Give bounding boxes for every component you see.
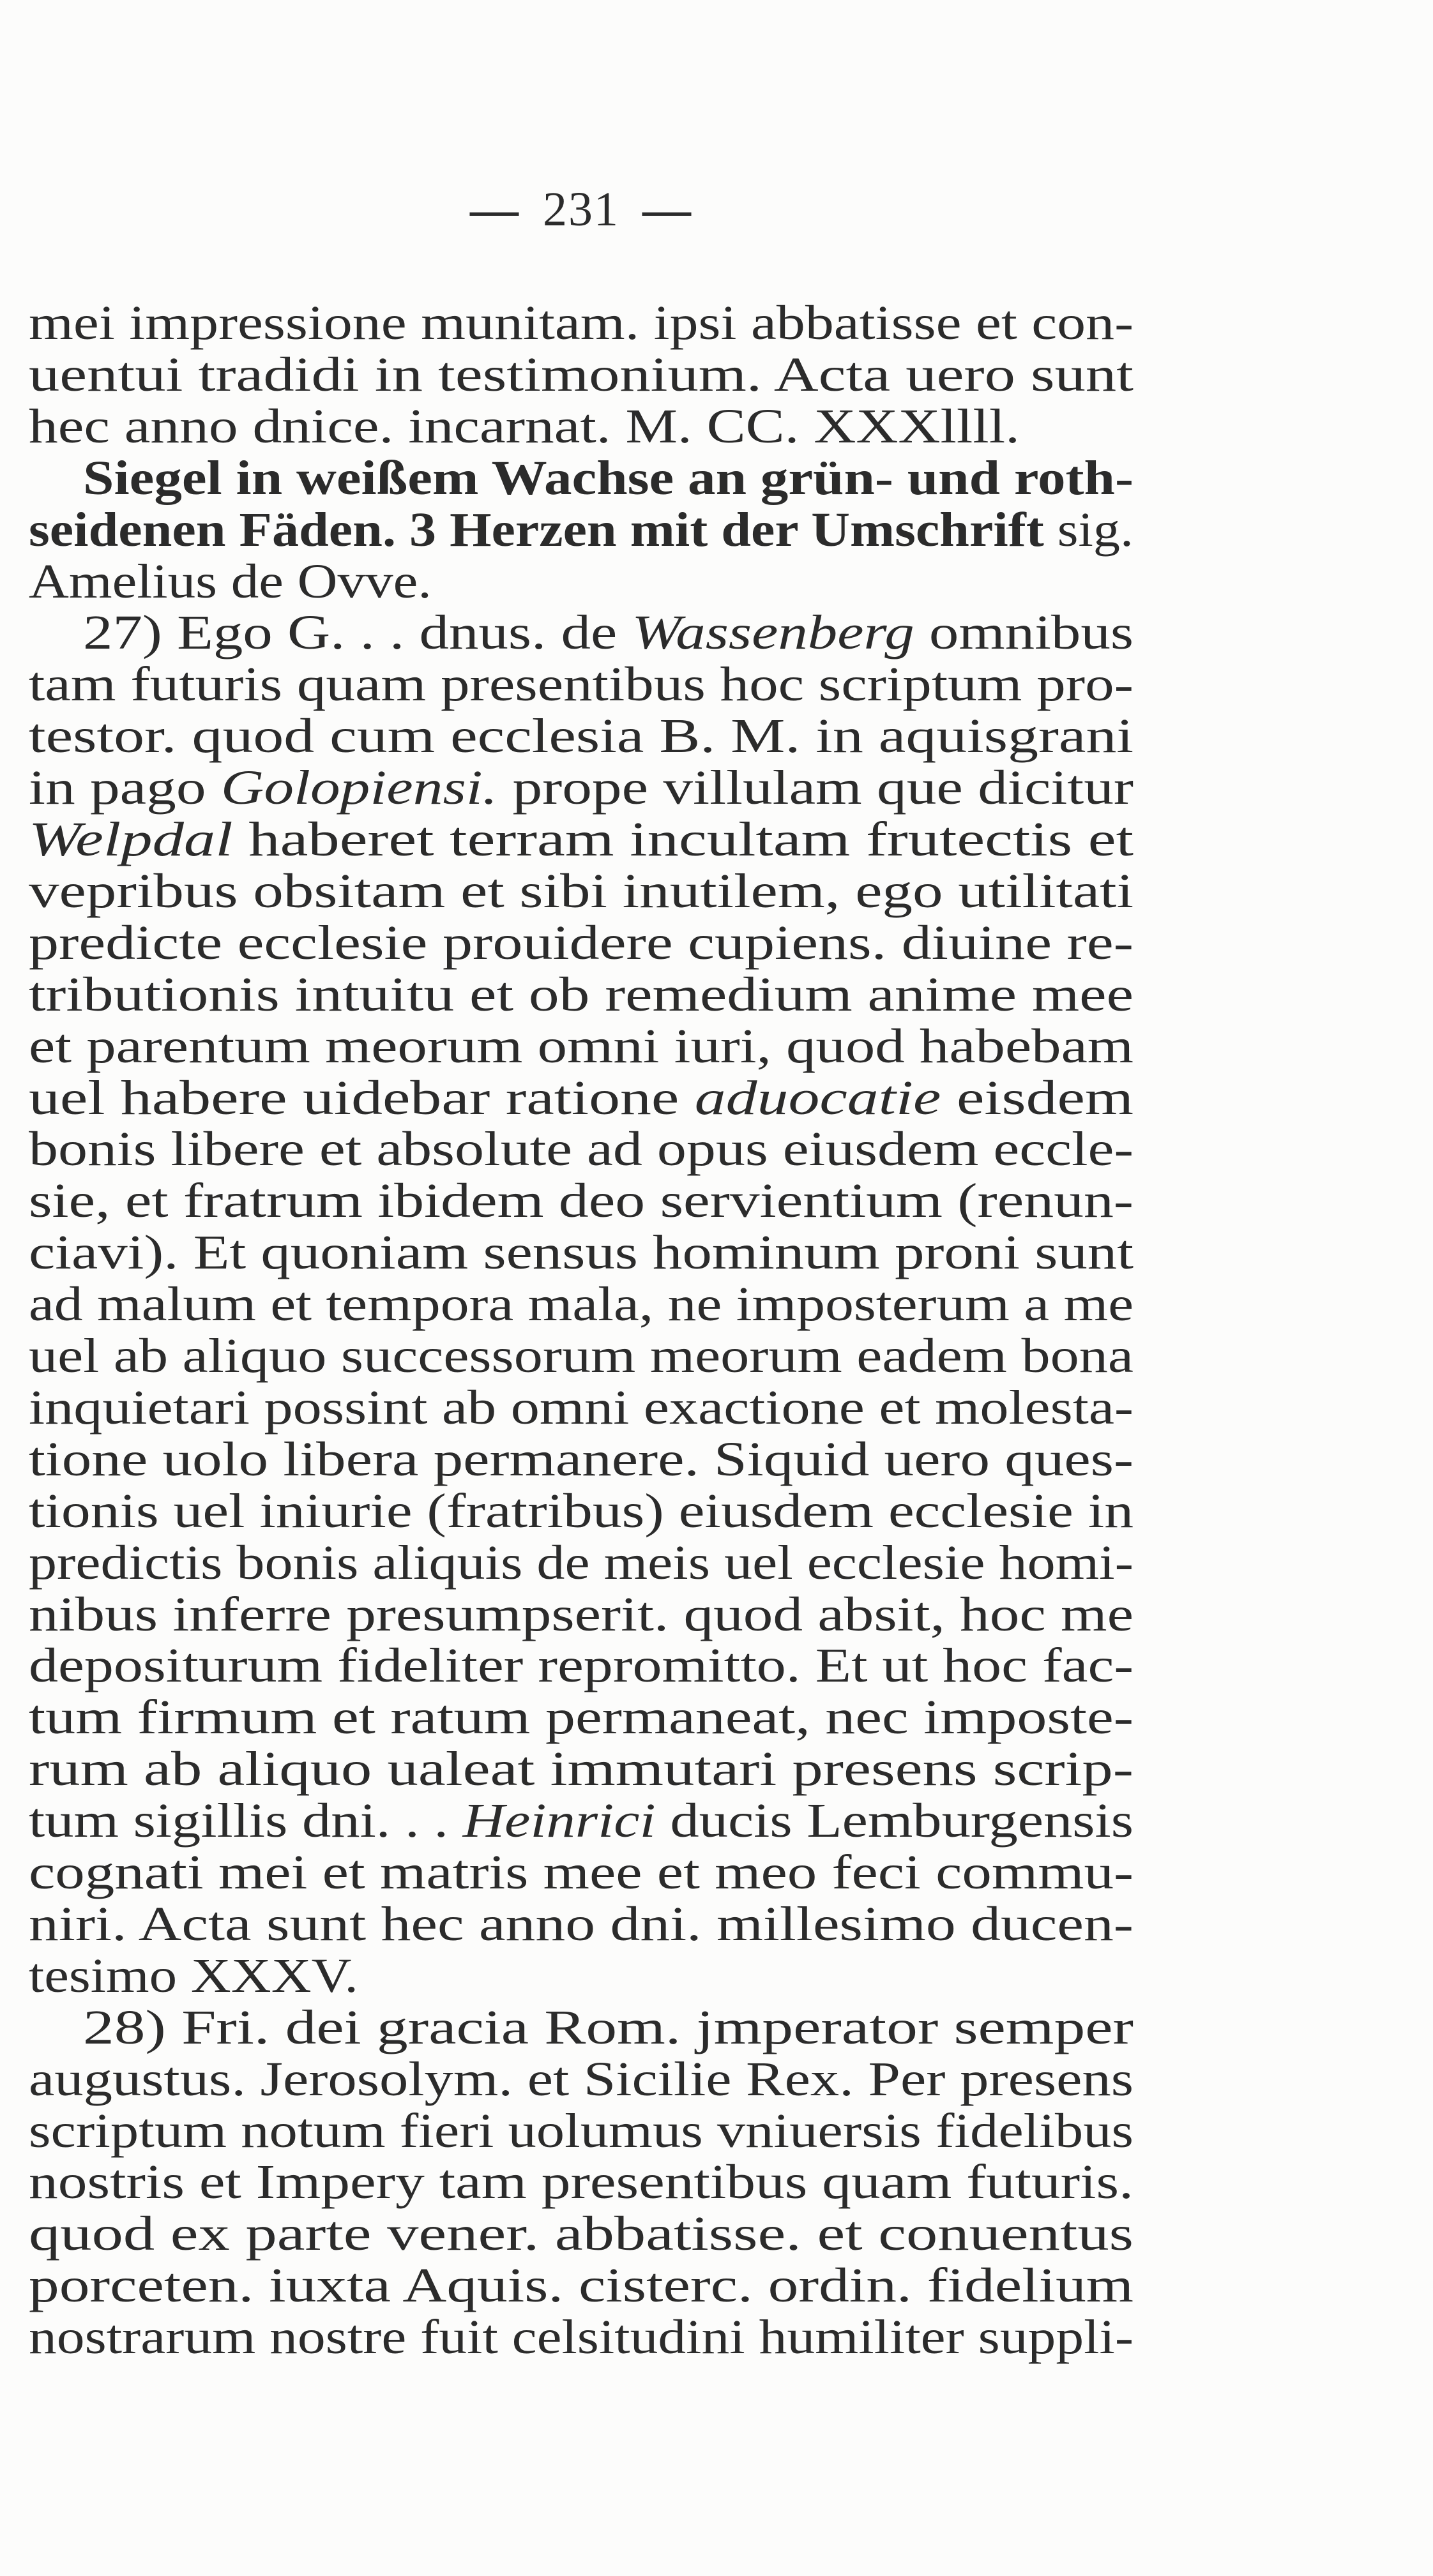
text-line — [29, 1742, 1134, 1796]
page-number-dash-left: — — [470, 183, 520, 236]
text-line — [29, 1432, 1134, 1486]
text-segment: tionis uel iniurie (fratribus) eiusdem ecclesie in — [29, 1484, 1134, 1538]
text-line — [29, 1174, 1134, 1228]
text-line — [29, 1071, 1134, 1125]
italic-text: Golopiensi. — [220, 761, 498, 815]
text-segment: Amelius de Ovve. — [29, 554, 432, 608]
page-number-header — [0, 179, 1162, 240]
text-segment: ad malum et tempora mala, ne imposterum a me — [29, 1277, 1134, 1332]
text-line-content — [29, 1434, 1134, 1486]
text-line — [29, 2052, 1134, 2106]
text-segment: ducis Lemburgensis — [655, 1794, 1134, 1848]
text-segment: quod ex parte vener. abbatisse. et conuentus — [29, 2207, 1134, 2261]
text-line — [29, 502, 1134, 557]
text-line — [29, 347, 1134, 402]
text-segment: et parentum meorum omni iuri, quod habebam — [29, 1019, 1134, 1073]
text-line — [29, 864, 1134, 918]
text-segment: predictis bonis aliquis de meis uel ecclesie homi- — [29, 1535, 1134, 1590]
text-segment: nostris et Impery tam presentibus quam futuris. — [29, 2155, 1134, 2210]
text-segment: sig. — [1057, 502, 1134, 557]
text-segment: tione uolo libera permanere. Siquid uero ques- — [29, 1432, 1134, 1486]
text-line-content — [83, 453, 1134, 504]
text-segment: tesimo XXXV. — [29, 1948, 358, 2003]
text-line — [83, 606, 1134, 660]
text-segment: rum ab aliquo ualeat immutari presens scrip- — [29, 1742, 1134, 1796]
text-line-content — [29, 1227, 1134, 1279]
text-line-content — [29, 1640, 1134, 1692]
text-line-content — [29, 1124, 1134, 1175]
text-line-content — [29, 969, 1134, 1021]
text-line-content — [29, 1744, 1134, 1795]
text-line — [29, 2104, 1134, 2158]
text-line — [29, 1380, 1134, 1435]
text-line-content — [29, 659, 1134, 711]
text-line — [29, 1484, 1134, 1538]
text-line-content — [29, 1795, 1134, 1847]
text-line-content — [29, 401, 1020, 453]
text-line — [29, 915, 1134, 970]
text-line-content — [29, 814, 1134, 866]
text-line-content — [29, 1692, 1134, 1744]
text-segment: augustus. Jerosolym. et Sicilie Rex. Per presens — [29, 2052, 1134, 2106]
text-segment: nibus inferre presumpserit. quod absit, hoc me — [29, 1587, 1134, 1641]
text-segment: tam futuris quam presentibus hoc scriptum pro- — [29, 658, 1134, 712]
text-line-content — [29, 1847, 1134, 1899]
text-segment: tum sigillis dni. . . — [29, 1794, 463, 1848]
page-number: 231 — [543, 183, 619, 236]
text-segment: tum firmum et ratum permaneat, nec imposte- — [29, 1691, 1134, 1745]
text-line — [29, 399, 1020, 453]
text-line-content — [29, 2105, 1134, 2157]
text-segment: prope villulam que dicitur — [497, 761, 1134, 815]
text-segment: ciavi). Et quoniam sensus hominum proni sunt — [29, 1226, 1134, 1280]
text-line — [29, 1794, 1134, 1848]
text-line — [29, 1897, 1134, 1951]
text-line — [29, 1639, 1134, 1693]
text-segment: bonis libere et absolute ad opus eiusdem eccle- — [29, 1122, 1134, 1177]
text-segment: 27) Ego G. . . dnus. de — [83, 606, 632, 660]
text-segment: eisdem — [941, 1071, 1134, 1125]
text-line — [29, 2310, 1134, 2365]
text-line — [29, 1226, 1134, 1280]
text-line — [29, 1846, 1134, 1899]
text-line-content — [29, 1279, 1134, 1330]
text-line-content — [29, 1073, 1134, 1124]
text-line — [29, 761, 1134, 815]
text-line-content — [29, 2312, 1134, 2363]
text-line — [29, 1277, 1134, 1332]
text-line-content — [29, 504, 1134, 556]
text-line — [29, 2259, 1134, 2313]
text-line-content — [29, 2260, 1134, 2312]
text-line-content — [29, 1589, 1134, 1641]
text-line — [29, 658, 1134, 712]
text-segment: uel ab aliquo successorum meorum eadem bona — [29, 1329, 1134, 1383]
text-line — [29, 1329, 1134, 1383]
text-line-content — [29, 298, 1134, 349]
italic-text: Wassenberg — [632, 606, 914, 660]
text-segment: haberet terram incultam frutectis et — [232, 813, 1134, 866]
text-line-content — [29, 1899, 1134, 1950]
text-line — [29, 1948, 358, 2003]
text-line-content — [29, 1537, 1134, 1589]
text-line-content — [29, 711, 1134, 762]
text-segment: inquietari possint ab omni exactione et molesta- — [29, 1380, 1134, 1435]
text-line — [29, 813, 1134, 866]
text-line-content — [29, 349, 1134, 401]
text-line-content — [29, 1175, 1134, 1227]
text-segment: in pago — [29, 761, 221, 815]
text-segment: sie, et fratrum ibidem deo servientium (renun- — [29, 1174, 1134, 1228]
text-line-content — [29, 1486, 1134, 1537]
text-line — [29, 709, 1134, 764]
text-segment: uel habere uidebar ratione — [29, 1071, 695, 1125]
text-line — [29, 296, 1134, 350]
text-line — [29, 1122, 1134, 1177]
text-line-content — [29, 1330, 1134, 1382]
text-segment: niri. Acta sunt hec anno dni. millesimo ducen- — [29, 1897, 1134, 1951]
text-segment: uentui tradidi in testimonium. Acta uero sunt — [29, 347, 1134, 402]
text-line-content — [29, 2208, 1134, 2260]
blackletter-text: Siegel in weißem Wachse an grün- und roth- — [83, 451, 1134, 505]
text-line — [29, 554, 432, 608]
text-segment: depositurum fideliter repromitto. Et ut hoc fac- — [29, 1639, 1134, 1693]
text-line-content — [83, 607, 1134, 659]
text-line — [29, 1019, 1134, 1073]
text-line — [29, 2155, 1134, 2210]
text-line-content — [29, 762, 1134, 814]
text-line — [29, 1587, 1134, 1641]
text-segment: testor. quod cum ecclesia B. M. in aquisgrani — [29, 709, 1134, 764]
text-segment: cognati mei et matris mee et meo feci commu- — [29, 1846, 1134, 1899]
text-line-content — [83, 2002, 1134, 2054]
text-segment: vepribus obsitam et sibi inutilem, ego utilitati — [29, 864, 1134, 918]
text-segment: hec anno dnice. incarnat. M. CC. XXXllll. — [29, 399, 1020, 453]
text-segment: predicte ecclesie prouidere cupiens. diuine re- — [29, 915, 1134, 970]
text-segment: scriptum notum fieri uolumus vniuersis fidelibus — [29, 2104, 1134, 2158]
text-line-content — [29, 1021, 1134, 1073]
text-line — [29, 1535, 1134, 1590]
text-line — [83, 451, 1134, 505]
text-line-content — [29, 2157, 1134, 2208]
text-line-content — [29, 866, 1134, 917]
text-line-content — [29, 556, 432, 608]
text-line-content — [29, 1950, 358, 2002]
italic-text: Heinrici — [462, 1794, 656, 1848]
blackletter-text: seidenen Fäden. 3 Herzen mit der Umschrift — [29, 502, 1058, 557]
text-segment: tributionis intuitu et ob remedium anime mee — [29, 967, 1134, 1021]
text-line-content — [29, 1382, 1134, 1434]
text-line — [29, 1691, 1134, 1745]
text-segment: porceten. iuxta Aquis. cisterc. ordin. fidelium — [29, 2259, 1134, 2313]
page-number-dash-right: — — [642, 183, 692, 236]
text-line-content — [29, 2054, 1134, 2105]
italic-text: Welpdal — [29, 813, 233, 866]
text-line — [83, 2000, 1134, 2054]
text-segment: nostrarum nostre fuit celsitudini humiliter suppli- — [29, 2310, 1134, 2365]
text-segment: omnibus — [914, 606, 1134, 660]
text-line — [29, 2207, 1134, 2261]
text-line — [29, 967, 1134, 1021]
text-segment: 28) Fri. dei gracia Rom. jmperator semper — [83, 2000, 1134, 2054]
text-segment: mei impressione munitam. ipsi abbatisse et con- — [29, 296, 1134, 350]
text-line-content — [29, 917, 1134, 969]
italic-text: aduocatie — [694, 1071, 941, 1125]
